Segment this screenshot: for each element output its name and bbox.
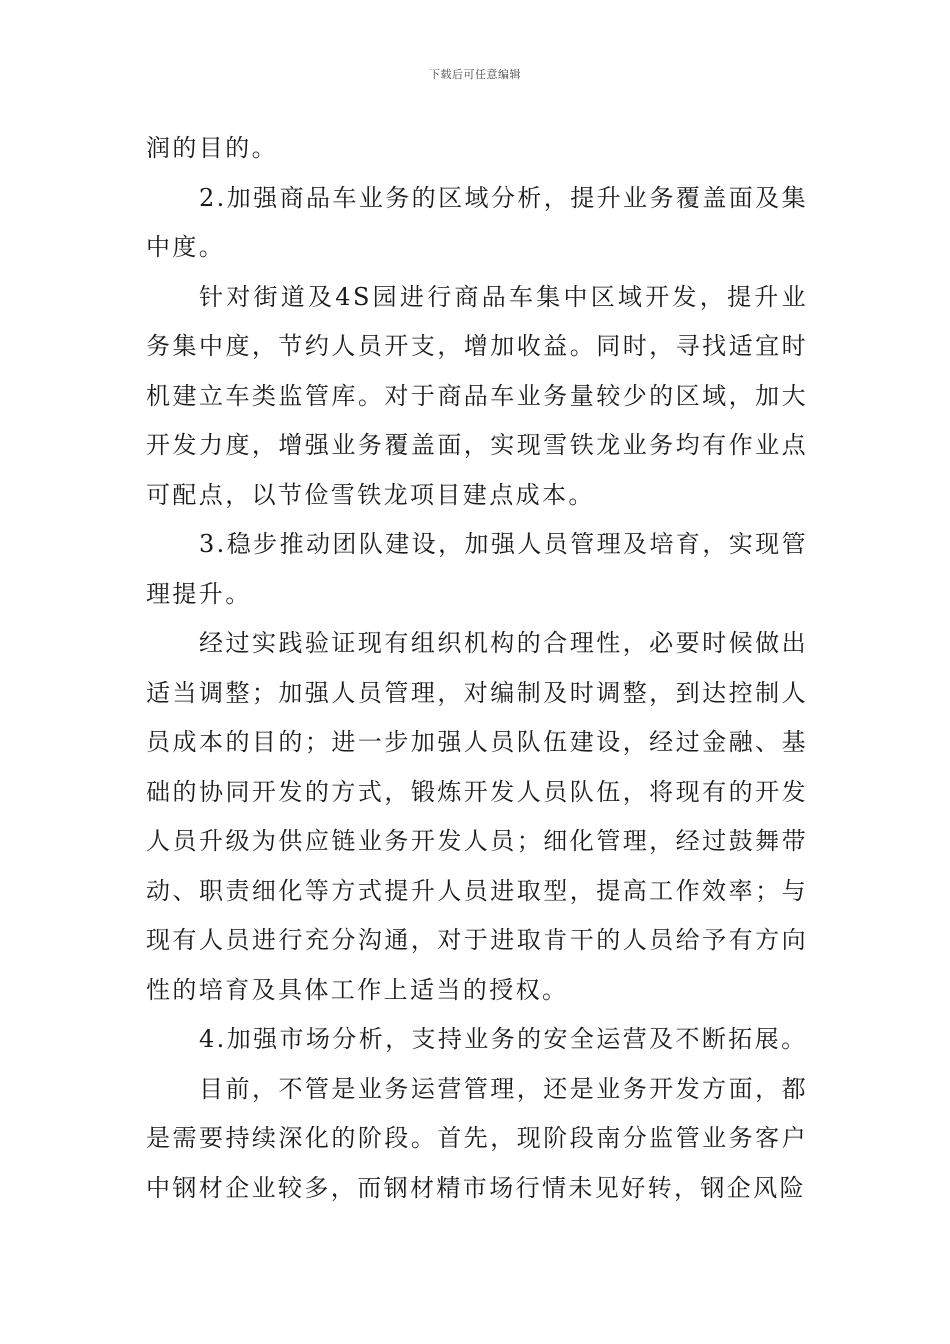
paragraph-continuation: 润的目的。 (146, 134, 278, 162)
page-header: 下载后可任意编辑 (429, 68, 521, 81)
paragraph-heading-4: 4.加强市场分析，支持业务的安全运营及不断拓展。 (199, 1025, 808, 1053)
paragraph-body: 经过实践验证现有组织机构的合理性，必要时候做出适当调整；加强人员管理，对编制及时调整，到达控制人员成本的目的；进一步加强人员队伍建设，经过金融、基础的协同开发的方式，锻炼开发人员队伍，将现有的开发人员升级为供应链业务开发人员；细化管理，经过鼓舞带动、职责细化等方式提升人员进取型，提高工作效率；与现有人员进行充分沟通，对于进取肯干的人员给予有方向性的培育及具体工作上适当的授权。 (146, 629, 808, 1004)
paragraph-heading-2: 2.加强商品车业务的区域分析，提升业务覆盖面及集中度。 (146, 183, 808, 261)
paragraph-body: 目前，不管是业务运营管理，还是业务开发方面，都是需要持续深化的阶段。首先，现阶段南分监管业务客户中钢材企业较多，而钢材精市场行情未见好转，钢企风险 (146, 1074, 808, 1202)
document-body (146, 124, 808, 1213)
paragraph-heading-3: 3.稳步推动团队建设，加强人员管理及培育，实现管理提升。 (146, 530, 808, 608)
paragraph-body: 针对街道及4S园进行商品车集中区域开发，提升业务集中度，节约人员开支，增加收益。同时，寻找适宜时机建立车类监管库。对于商品车业务量较少的区域，加大开发力度，增强业务覆盖面，实现雪铁龙业务均有作业点可配点，以节俭雪铁龙项目建点成本。 (146, 282, 808, 509)
